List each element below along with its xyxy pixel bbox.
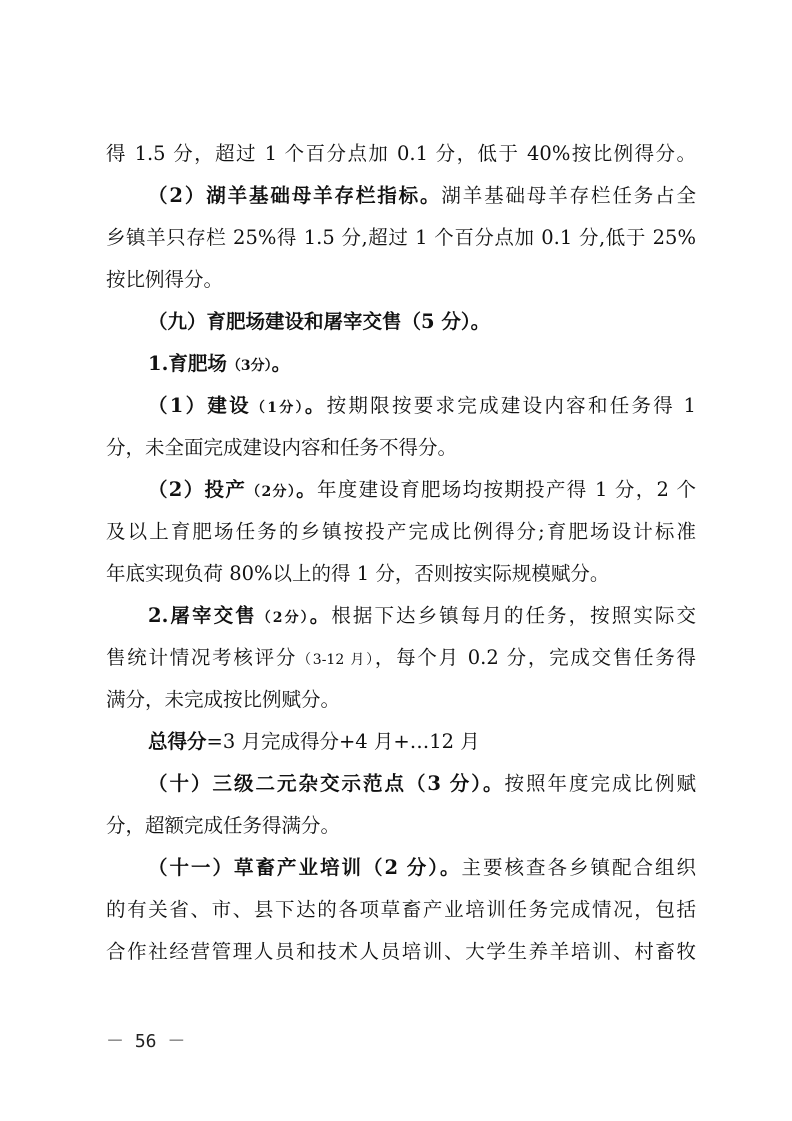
paragraph-line: 2.屠宰交售（2分）。根据下达乡镇每月的任务，按照实际交 [148, 604, 696, 627]
section-heading: （十一）草畜产业培训（2 分）。 [148, 856, 462, 879]
paragraph-line: 分，未全面完成建设内容和任务不得分。 [106, 436, 458, 459]
paragraph-line: （十）三级二元杂交示范点（3 分）。按照年度完成比例赋 [148, 772, 696, 795]
paragraph-line: 乡镇羊只存栏 25%得 1.5 分,超过 1 个百分点加 0.1 分,低于 25% [106, 226, 696, 249]
paragraph-line: （十一）草畜产业培训（2 分）。主要核查各乡镇配合组织 [148, 856, 696, 879]
paragraph-line: 年底实现负荷 80%以上的得 1 分，否则按实际规模赋分。 [106, 562, 610, 585]
section-heading: （2）投产 [148, 478, 247, 501]
paragraph-line: 得 1.5 分，超过 1 个百分点加 0.1 分，低于 40%按比例得分。 [106, 142, 696, 165]
paragraph-line: 合作社经营管理人员和技术人员培训、大学生养羊培训、村畜牧 [106, 940, 696, 963]
paragraph-line: 满分，未完成按比例赋分。 [106, 688, 341, 711]
section-heading: 2.屠宰交售 [148, 604, 257, 627]
paragraph-line: （2）湖羊基础母羊存栏指标。湖羊基础母羊存栏任务占全 [148, 184, 696, 207]
paragraph-line: 总得分=3 月完成得分+4 月+…12 月 [148, 730, 480, 753]
paragraph-line: 按比例得分。 [106, 268, 224, 291]
paragraph-line: 的有关省、市、县下达的各项草畜产业培训任务完成情况，包括 [106, 898, 696, 921]
paragraph-line: （2）投产（2分）。年度建设育肥场均按期投产得 1 分，2 个 [148, 478, 696, 501]
section-heading: （九）育肥场建设和屠宰交售（5 分）。 [148, 310, 491, 333]
paragraph-line: 及以上育肥场任务的乡镇按投产完成比例得分;育肥场设计标准 [106, 520, 696, 543]
section-heading: （2）湖羊基础母羊存栏指标。 [148, 184, 442, 207]
section-heading: （1）建设 [148, 394, 251, 417]
section-heading: 1.育肥场（3分）。 [148, 352, 292, 375]
paragraph-line: 售统计情况考核评分（3-12 月），每个月 0.2 分，完成交售任务得 [106, 646, 696, 669]
paragraph-line: 分，超额完成任务得满分。 [106, 814, 341, 837]
section-heading: （十）三级二元杂交示范点（3 分）。 [148, 772, 505, 795]
paragraph-line: （1）建设（1分）。按期限按要求完成建设内容和任务得 1 [148, 394, 696, 417]
formula-label: 总得分 [148, 730, 207, 753]
page-number: － 56 － [106, 1031, 186, 1052]
